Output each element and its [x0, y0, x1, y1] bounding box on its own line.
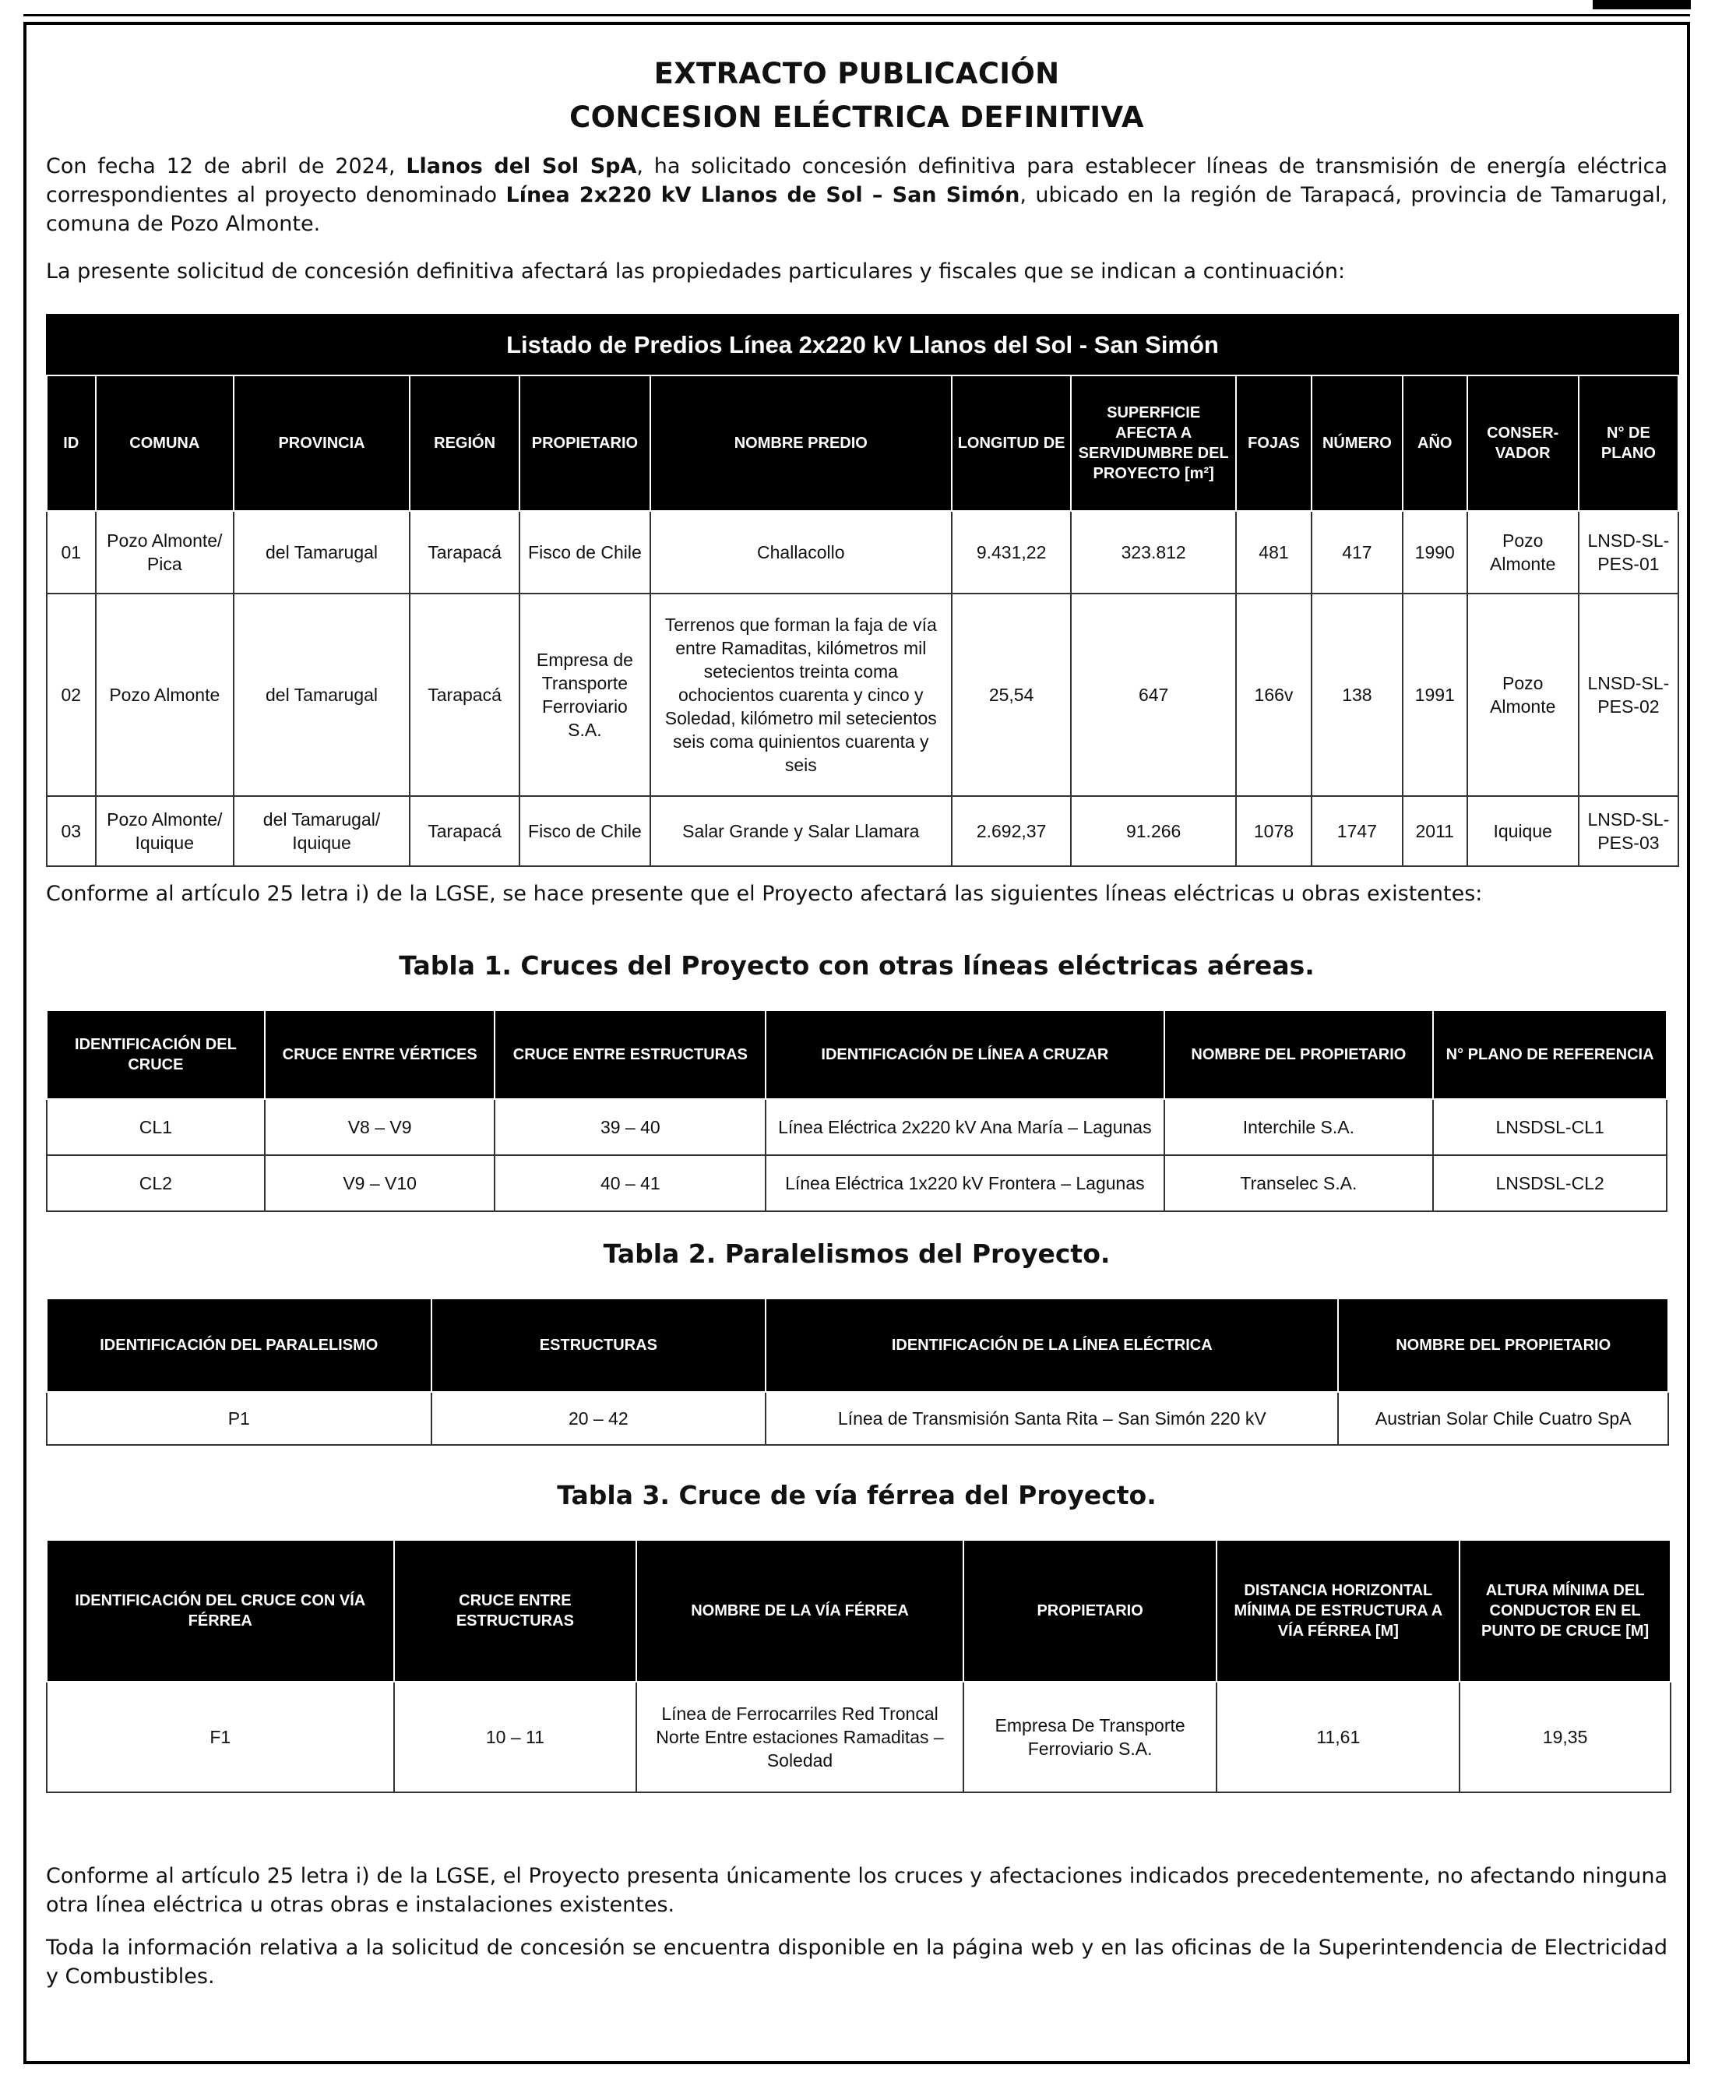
tabla2-body [47, 1392, 1668, 1445]
tabla1-header-cell: CRUCE ENTRE ESTRUCTURAS [495, 1010, 766, 1099]
tabla3-cell: Empresa De Transporte Ferroviario S.A. [963, 1682, 1217, 1792]
predios-cell: 25,54 [952, 594, 1071, 796]
tabla1-title: Tabla 1. Cruces del Proyecto con otras líneas eléctricas aéreas. [399, 950, 1315, 981]
predios-cell: Iquique [1467, 796, 1579, 866]
predios-table [46, 314, 1679, 867]
tabla1-cell: CL2 [47, 1155, 265, 1211]
predios-cell: 481 [1236, 511, 1312, 594]
intro-paragraph [46, 152, 1667, 238]
tabla3-table [46, 1539, 1671, 1793]
tabla3-cell: 11,61 [1217, 1682, 1460, 1792]
predios-cell: 138 [1312, 594, 1403, 796]
tabla1-header-cell: IDENTIFICACIÓN DEL CRUCE [47, 1010, 265, 1099]
predios-cell: Pozo Almonte [1467, 594, 1579, 796]
predios-cell: LNSD-SL-PES-01 [1579, 511, 1678, 594]
tabla1-cell: Interchile S.A. [1164, 1099, 1434, 1155]
tabla2-cell: Austrian Solar Chile Cuatro SpA [1338, 1392, 1668, 1445]
tabla3-cell: 19,35 [1460, 1682, 1671, 1792]
predios-cell: 647 [1071, 594, 1236, 796]
predios-header-cell: REGIÓN [410, 375, 519, 511]
tabla3-header-cell: CRUCE ENTRE ESTRUCTURAS [394, 1540, 637, 1682]
predios-cell: del Tamarugal [234, 594, 410, 796]
predios-cell: 02 [47, 594, 96, 796]
predios-cell: 1747 [1312, 796, 1403, 866]
table-row [47, 1392, 1668, 1445]
predios-header-row [47, 375, 1678, 511]
predios-cell: Pozo Almonte [1467, 511, 1579, 594]
predios-cell: Fisco de Chile [519, 796, 650, 866]
tabla3-header-row [47, 1540, 1671, 1682]
tabla1-body [47, 1099, 1667, 1211]
tabla1-cell: LNSDSL-CL2 [1433, 1155, 1667, 1211]
top-corner-block [1593, 0, 1691, 9]
intro-company: Llanos del Sol SpA [406, 154, 637, 178]
publication-frame [23, 22, 1690, 2064]
tabla2-header-cell: IDENTIFICACIÓN DEL PARALELISMO [47, 1298, 431, 1392]
tabla2-title: Tabla 2. Paralelismos del Proyecto. [603, 1239, 1111, 1269]
predios-header-cell: N° DE PLANO [1579, 375, 1678, 511]
predios-cell: Fisco de Chile [519, 511, 650, 594]
predios-cell: 1990 [1403, 511, 1467, 594]
predios-cell: Salar Grande y Salar Llamara [650, 796, 952, 866]
predios-cell: 1078 [1236, 796, 1312, 866]
tabla3-title: Tabla 3. Cruce de vía férrea del Proyecto. [557, 1480, 1157, 1510]
table-row [47, 796, 1678, 866]
closing-paragraph: Toda la información relativa a la solicitud de concesión se encuentra disponible en la página web y en las oficinas de la Superintendencia de Electricidad y Combustibles. [46, 1936, 1667, 1989]
predios-cell: del Tamarugal [234, 511, 410, 594]
predios-cell: 166v [1236, 594, 1312, 796]
tabla2-header-cell: ESTRUCTURAS [431, 1298, 766, 1392]
tabla3-header-cell: DISTANCIA HORIZONTAL MÍNIMA DE ESTRUCTURA A VÍA FÉRREA [M] [1217, 1540, 1460, 1682]
predios-header-cell: NOMBRE PREDIO [650, 375, 952, 511]
table-row [47, 1682, 1671, 1792]
predios-body [47, 511, 1678, 866]
predios-header-cell: PROPIETARIO [519, 375, 650, 511]
predios-header-cell: COMUNA [96, 375, 234, 511]
predios-cell: Tarapacá [410, 511, 519, 594]
tabla3-header-cell: ALTURA MÍNIMA DEL CONDUCTOR EN EL PUNTO DE CRUCE [M] [1460, 1540, 1671, 1682]
predios-cell: Pozo Almonte/ Pica [96, 511, 234, 594]
predios-cell: 01 [47, 511, 96, 594]
tabla1-cell: CL1 [47, 1099, 265, 1155]
intro-project: Línea 2x220 kV Llanos de Sol – San Simón [505, 183, 1020, 207]
tabla1-cell: Línea Eléctrica 1x220 kV Frontera – Lagunas [766, 1155, 1164, 1211]
predios-header-cell: AÑO [1403, 375, 1467, 511]
tabla3-header-cell: IDENTIFICACIÓN DEL CRUCE CON VÍA FÉRREA [47, 1540, 394, 1682]
predios-cell: 1991 [1403, 594, 1467, 796]
tabla3-cell: Línea de Ferrocarriles Red Troncal Norte Entre estaciones Ramaditas – Soledad [636, 1682, 963, 1792]
predios-cell: LNSD-SL-PES-03 [1579, 796, 1678, 866]
tabla1-cell: 40 – 41 [495, 1155, 766, 1211]
intro-text-1: Con fecha 12 de abril de 2024, [46, 154, 407, 178]
predios-cell: Terrenos que forman la faja de vía entre Ramaditas, kilómetros mil setecientos treinta coma ochocientos cuarenta y cinco y Soledad, kilómetro mil setecientos seis coma quinientos cuarenta y seis [650, 594, 952, 796]
predios-cell: Pozo Almonte [96, 594, 234, 796]
tabla2-header-cell: NOMBRE DEL PROPIETARIO [1338, 1298, 1668, 1392]
tabla1-cell: LNSDSL-CL1 [1433, 1099, 1667, 1155]
tabla1-header-cell: NOMBRE DEL PROPIETARIO [1164, 1010, 1434, 1099]
predios-cell: Empresa de Transporte Ferroviario S.A. [519, 594, 650, 796]
predios-header-cell: PROVINCIA [234, 375, 410, 511]
predios-header-cell: CONSER- VADOR [1467, 375, 1579, 511]
predios-cell: 03 [47, 796, 96, 866]
tabla2-header-row [47, 1298, 1668, 1392]
tabla1-header-cell: N° PLANO DE REFERENCIA [1433, 1010, 1667, 1099]
tabla1-cell: Transelec S.A. [1164, 1155, 1434, 1211]
tabla1-cell: 39 – 40 [495, 1099, 766, 1155]
predios-header-cell: ID [47, 375, 96, 511]
tabla2-header-cell: IDENTIFICACIÓN DE LA LÍNEA ELÉCTRICA [766, 1298, 1338, 1392]
page-title-line2: CONCESION ELÉCTRICA DEFINITIVA [569, 100, 1144, 134]
predios-header-cell: SUPERFICIE AFECTA A SERVIDUMBRE DEL PROYECTO [m²] [1071, 375, 1236, 511]
table-row [47, 1155, 1667, 1211]
publication-content [46, 44, 1670, 1991]
tabla3-body [47, 1682, 1671, 1792]
tabla3-header-cell: NOMBRE DE LA VÍA FÉRREA [636, 1540, 963, 1682]
tabla1-table [46, 1009, 1667, 1212]
predios-header-cell: NÚMERO [1312, 375, 1403, 511]
intro-text-2: , ha solicitado concesión definitiva para establecer líneas de transmisión de energía eléctrica correspondientes al proyecto denominado [46, 154, 1667, 207]
tabla3-cell: 10 – 11 [394, 1682, 637, 1792]
predios-cell: LNSD-SL-PES-02 [1579, 594, 1678, 796]
predios-cell: Tarapacá [410, 594, 519, 796]
table-row [47, 511, 1678, 594]
predios-cell: Challacollo [650, 511, 952, 594]
predios-header-cell: LONGITUD DE [952, 375, 1071, 511]
predios-cell: 417 [1312, 511, 1403, 594]
predios-cell: Pozo Almonte/ Iquique [96, 796, 234, 866]
conforme2-paragraph: Conforme al artículo 25 letra i) de la LGSE, el Proyecto presenta únicamente los cruces y afectaciones indicados precedentemente, no afectando ninguna otra línea eléctrica u otras obras e instalaciones existentes. [46, 1864, 1667, 1917]
tabla1-header-cell: IDENTIFICACIÓN DE LÍNEA A CRUZAR [766, 1010, 1164, 1099]
tabla1-cell: V8 – V9 [265, 1099, 495, 1155]
predios-cell: 9.431,22 [952, 511, 1071, 594]
page-title-line1: EXTRACTO PUBLICACIÓN [653, 57, 1060, 90]
tabla3-cell: F1 [47, 1682, 394, 1792]
predios-cell: 91.266 [1071, 796, 1236, 866]
tabla2-table [46, 1298, 1669, 1446]
tabla1-header-row [47, 1010, 1667, 1099]
top-rule [23, 14, 1690, 16]
tabla2-cell: P1 [47, 1392, 431, 1445]
tabla1-cell: Línea Eléctrica 2x220 kV Ana María – Lagunas [766, 1099, 1164, 1155]
conforme1-paragraph: Conforme al artículo 25 letra i) de la LGSE, se hace presente que el Proyecto afectará las siguientes líneas eléctricas u obras existentes: [46, 882, 1483, 906]
table-row [47, 1099, 1667, 1155]
tabla3-header-cell: PROPIETARIO [963, 1540, 1217, 1682]
tabla2-cell: 20 – 42 [431, 1392, 766, 1445]
predios-cell: Tarapacá [410, 796, 519, 866]
predios-header-cell: FOJAS [1236, 375, 1312, 511]
tabla1-cell: V9 – V10 [265, 1155, 495, 1211]
predios-cell: 2.692,37 [952, 796, 1071, 866]
predios-cell: del Tamarugal/ Iquique [234, 796, 410, 866]
intro-text-3: , ubicado en la región de Tarapacá, provincia de Tamarugal, comuna de Pozo Almonte. [46, 183, 1668, 236]
tabla2-cell: Línea de Transmisión Santa Rita – San Simón 220 kV [766, 1392, 1338, 1445]
predios-caption: Listado de Predios Línea 2x220 kV Llanos del Sol - San Simón [47, 315, 1678, 375]
predios-cell: 323.812 [1071, 511, 1236, 594]
tabla1-header-cell: CRUCE ENTRE VÉRTICES [265, 1010, 495, 1099]
table-row [47, 594, 1678, 796]
intro2-paragraph: La presente solicitud de concesión definitiva afectará las propiedades particulares y fiscales que se indican a continuación: [46, 259, 1346, 284]
predios-cell: 2011 [1403, 796, 1467, 866]
